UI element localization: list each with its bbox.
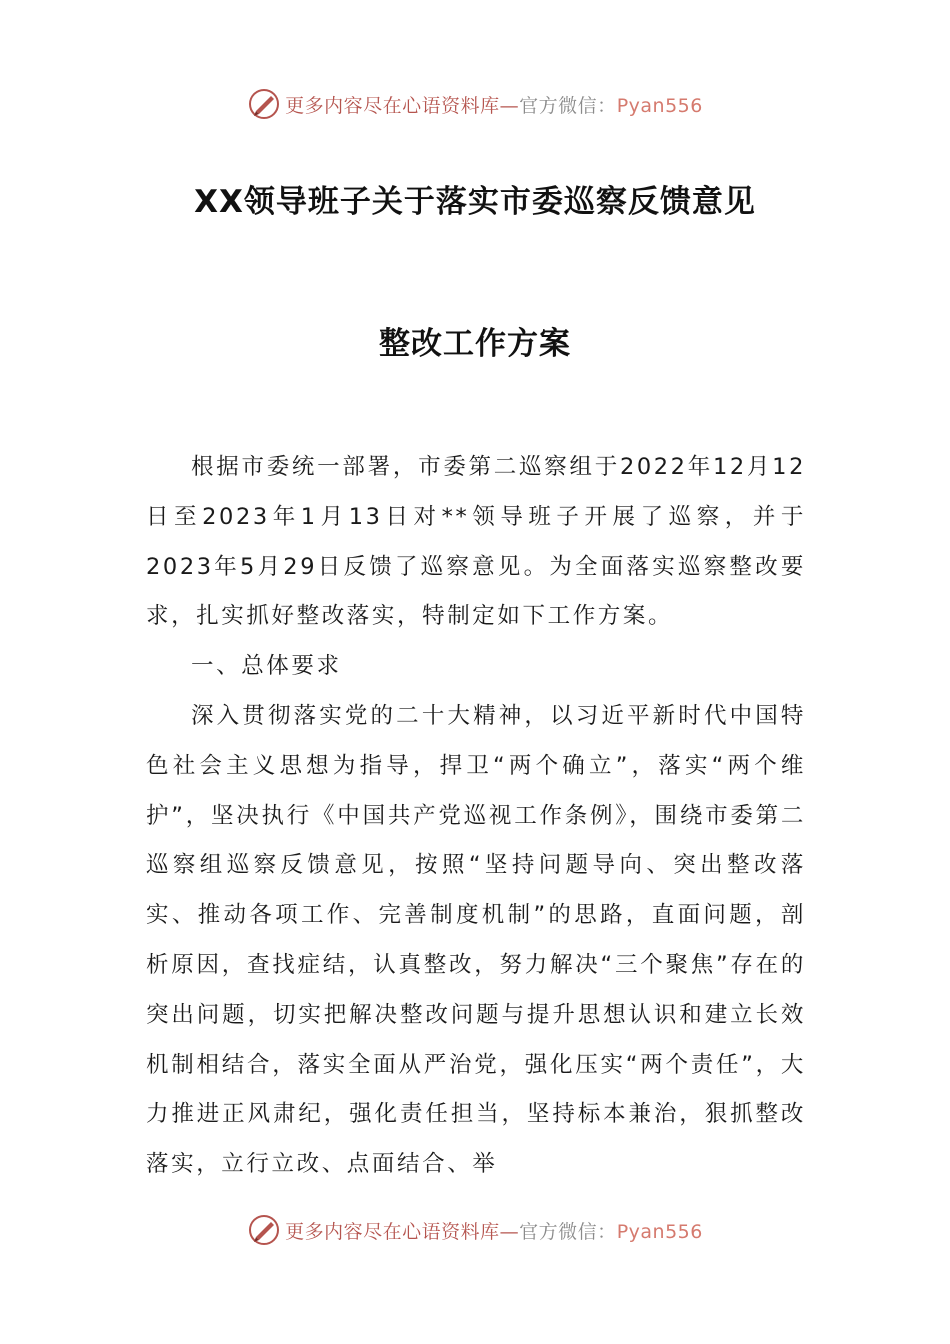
intro-paragraph: 根据市委统一部署，市委第二巡察组于2022年12月12日至2023年1月13日对**领导班子开展了巡察，并于2023年5月29日反馈了巡察意见。为全面落实巡察整改要求，扎实抓好整改落实，特制定如下工作方案。 (146, 454, 806, 630)
pen-logo-icon (247, 87, 281, 121)
document-body (146, 443, 806, 1190)
pen-logo-icon (247, 1213, 281, 1247)
document-title-line-1: XX领导班子关于落实市委巡察反馈意见 (194, 184, 756, 220)
document-title-line-2: 整改工作方案 (379, 326, 571, 362)
section-heading: 一、总体要求 (191, 653, 342, 680)
watermark-text: 更多内容尽在心语资料库—官方微信：Pyan556 (285, 1220, 703, 1243)
watermark-footer (0, 1210, 950, 1250)
watermark-header (0, 84, 950, 124)
body-paragraph: 深入贯彻落实党的二十大精神，以习近平新时代中国特色社会主义思想为指导，捍卫“两个确立”，落实“两个维护”，坚决执行《中国共产党巡视工作条例》，围绕市委第二巡察组巡察反馈意见，按照“坚持问题导向、突出整改落实、推动各项工作、完善制度机制”的思路，直面问题，剖析原因，查找症结，认真整改，努力解决“三个聚焦”存在的突出问题，切实把解决整改问题与提升思想认识和建立长效机制相结合，落实全面从严治党，强化压实“两个责任”，大力推进正风肃纪，强化责任担当，坚持标本兼治，狠抓整改落实，立行立改、点面结合、举 (146, 702, 806, 1178)
watermark-text: 更多内容尽在心语资料库—官方微信：Pyan556 (285, 94, 703, 117)
